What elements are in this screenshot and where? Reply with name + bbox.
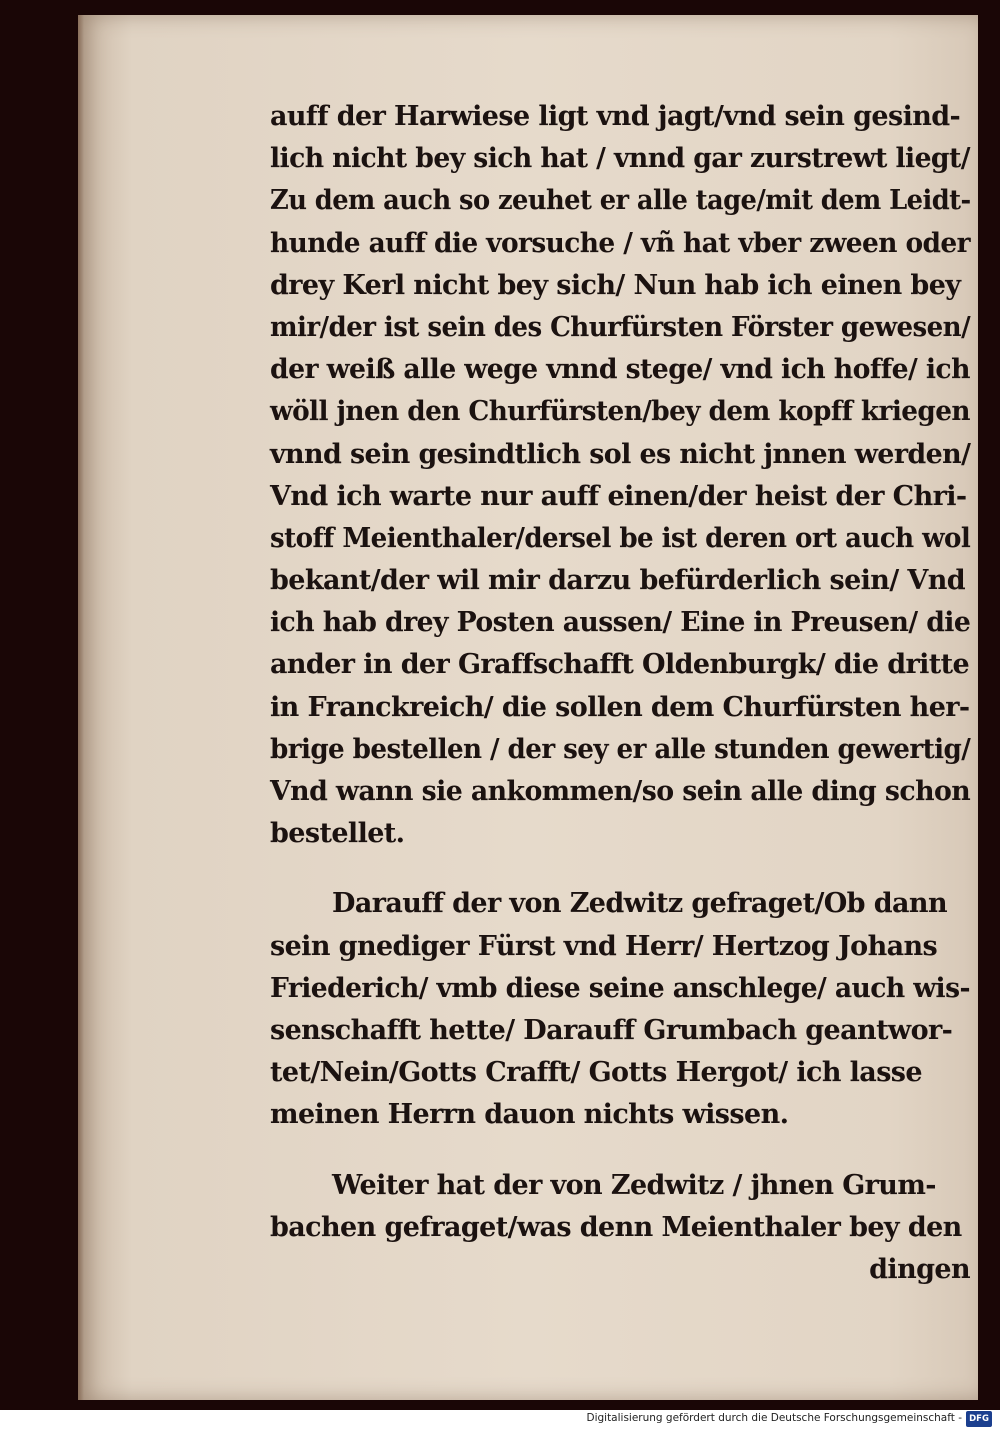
- text-line: bekant/der wil mir darzu befürderlich sein/ Vnd: [270, 565, 966, 597]
- text-line: Zu dem auch so zeuhet er alle tage/mit dem Leidt-: [270, 185, 971, 217]
- text-line: bestellet.: [270, 818, 405, 850]
- text-line: mir/der ist sein des Churfürsten Förster gewesen/: [270, 311, 971, 343]
- page-gutter-shadow: [78, 15, 84, 1400]
- catchword: dingen: [869, 1253, 970, 1285]
- text-line: Weiter hat der von Zedwitz / jhnen Grum-: [332, 1169, 936, 1201]
- paragraph-gap: [270, 1137, 970, 1165]
- funding-credit: Digitalisierung gefördert durch die Deutsche Forschungsgemeinschaft -: [586, 1412, 962, 1424]
- text-line: sein gnediger Fürst vnd Herr/ Hertzog Johans: [270, 930, 938, 962]
- text-line: drey Kerl nicht bey sich/ Nun hab ich einen bey: [270, 269, 961, 301]
- page-text: [270, 96, 970, 1291]
- text-line: brige bestellen / der sey er alle stunden gewertig/: [270, 733, 971, 765]
- text-line: Vnd wann sie ankommen/so sein alle ding schon: [270, 776, 971, 807]
- text-line: stoff Meienthaler/dersel be ist deren ort auch wol: [270, 522, 971, 554]
- text-line: bachen gefraget/was denn Meienthaler bey den: [270, 1211, 962, 1243]
- text-line: wöll jnen den Churfürsten/bey dem kopff kriegen: [270, 396, 970, 428]
- text-line: hunde auff die vorsuche / vñ hat vber zween oder: [270, 227, 971, 259]
- text-line: Vnd ich warte nur auff einen/der heist der Chri-: [270, 480, 967, 512]
- text-line: ich hab drey Posten aussen/ Eine in Preusen/ die: [270, 607, 971, 639]
- text-line: vnnd sein gesindtlich sol es nicht jnnen werden/: [270, 438, 971, 470]
- text-line: in Franckreich/ die sollen dem Churfürsten her-: [270, 691, 970, 723]
- text-line: tet/Nein/Gotts Crafft/ Gotts Hergot/ ich lasse: [270, 1057, 922, 1089]
- text-line: lich nicht bey sich hat / vnnd gar zurstrewt liegt/: [270, 143, 970, 175]
- dfg-logo: DFG: [966, 1411, 992, 1427]
- text-line: Darauff der von Zedwitz gefraget/Ob dann: [332, 888, 947, 920]
- text-line: senschafft hette/ Darauff Grumbach geantwor-: [270, 1014, 953, 1046]
- text-line: ander in der Graffschafft Oldenburgk/ die dritte: [270, 649, 970, 681]
- text-line: meinen Herrn dauon nichts wissen.: [270, 1099, 789, 1131]
- text-line: auff der Harwiese ligt vnd jagt/vnd sein gesind-: [270, 101, 961, 132]
- text-line: Friederich/ vmb diese seine anschlege/ auch wis-: [270, 972, 970, 1004]
- text-line: der weiß alle wege vnnd stege/ vnd ich hoffe/ ich: [270, 354, 970, 386]
- paragraph-gap: [270, 855, 970, 883]
